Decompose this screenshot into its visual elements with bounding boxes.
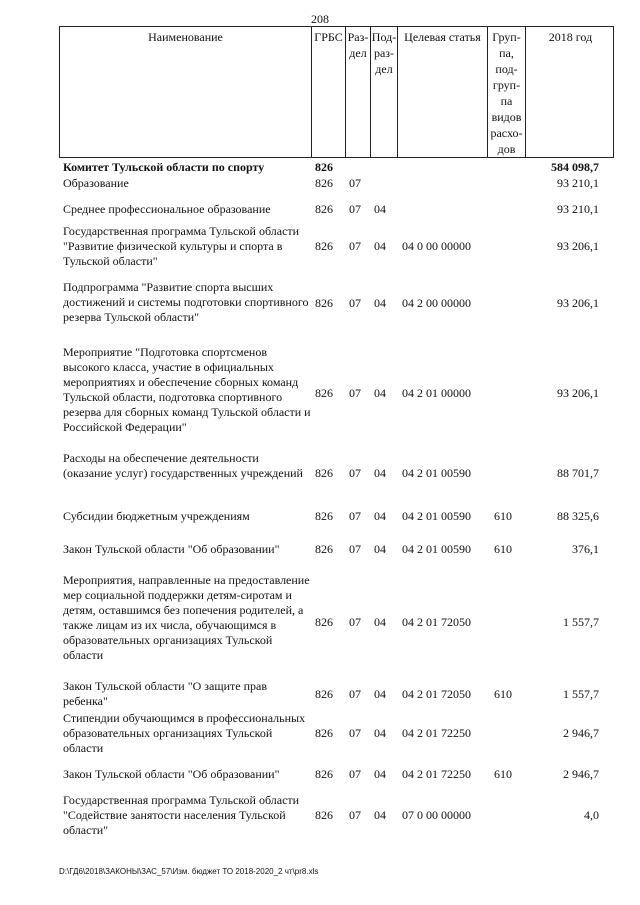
row-razdel: 07	[349, 239, 361, 253]
page-number: 208	[311, 12, 329, 26]
row-razdel: 07	[349, 296, 361, 310]
row-grbs: 826	[315, 386, 333, 400]
row-grbs: 826	[315, 296, 333, 310]
row-sum: 584 098,7	[551, 160, 599, 174]
row-sum: 93 206,1	[557, 239, 599, 253]
row-razdel: 07	[349, 615, 361, 629]
row-cs: 04 2 01 72250	[402, 767, 471, 781]
row-vr: 610	[494, 542, 512, 556]
row-sum: 93 210,1	[557, 202, 599, 216]
row-podrazdel: 04	[374, 386, 386, 400]
row-podrazdel: 04	[374, 808, 386, 822]
row-cs: 04 2 01 72050	[402, 615, 471, 629]
row-name: Мероприятия, направленные на предоставление мер социальной поддержки детям-сиротам и детям, оставшимся без попечения родителей, а также лицам из их числа, обучающимся в образовательных организациях Тульской области	[63, 573, 310, 662]
row-name: Подпрограмма "Развитие спорта высших достижений и системы подготовки спортивного резерва Тульской области"	[63, 280, 309, 324]
row-name: Расходы на обеспечение деятельности (оказание услуг) государственных учреждений	[63, 451, 303, 480]
row-sum: 2 946,7	[563, 767, 599, 781]
row-sum: 1 557,7	[563, 615, 599, 629]
row-podrazdel: 04	[374, 509, 386, 523]
row-grbs: 826	[315, 509, 333, 523]
row-podrazdel: 04	[374, 202, 386, 216]
row-name: Образование	[63, 176, 129, 190]
row-razdel: 07	[349, 176, 361, 190]
header-grbs: ГРБС	[312, 27, 346, 157]
row-cs: 04 2 01 72050	[402, 687, 471, 701]
header-podrazdel: Под- раз- дел	[371, 27, 398, 157]
row-razdel: 07	[349, 687, 361, 701]
file-path-footer: D:\ГД6\2018\ЗАКОНЫ\ЗАС_57\Изм. бюджет ТО 2018-2020_2 чт\pr8.xls	[59, 867, 319, 876]
row-grbs: 826	[315, 239, 333, 253]
row-razdel: 07	[349, 542, 361, 556]
row-sum: 93 206,1	[557, 386, 599, 400]
row-grbs: 826	[315, 542, 333, 556]
row-razdel: 07	[349, 466, 361, 480]
header-cs: Целевая статья	[398, 27, 488, 157]
row-cs: 07 0 00 00000	[402, 808, 471, 822]
row-vr: 610	[494, 767, 512, 781]
row-grbs: 826	[315, 767, 333, 781]
row-name: Закон Тульской области "Об образовании"	[63, 767, 280, 781]
row-vr: 610	[494, 509, 512, 523]
row-sum: 1 557,7	[563, 687, 599, 701]
row-name: Субсидии бюджетным учреждениям	[63, 509, 250, 523]
header-name: Наименование	[60, 27, 312, 157]
row-razdel: 07	[349, 808, 361, 822]
row-grbs: 826	[315, 808, 333, 822]
row-grbs: 826	[315, 160, 333, 174]
row-razdel: 07	[349, 202, 361, 216]
row-cs: 04 2 01 00590	[402, 542, 471, 556]
header-razdel: Раз- дел	[346, 27, 371, 157]
row-grbs: 826	[315, 176, 333, 190]
row-podrazdel: 04	[374, 767, 386, 781]
table-header	[59, 26, 614, 158]
header-vr: Груп- па, под- груп- па видов расхо- дов	[488, 27, 526, 157]
row-sum: 93 210,1	[557, 176, 599, 190]
row-cs: 04 2 01 00000	[402, 386, 471, 400]
row-razdel: 07	[349, 767, 361, 781]
row-cs: 04 0 00 00000	[402, 239, 471, 253]
row-name: Мероприятие "Подготовка спортсменов высокого класса, участие в официальных мероприятиях и обеспечение сборных команд Тульской области, подготовка спортивного резерва для сборных команд Тульской области и Российской Федерации"	[63, 345, 311, 434]
row-name: Стипендии обучающимся в профессиональных образовательных организациях Тульской области	[63, 711, 306, 755]
row-grbs: 826	[315, 726, 333, 740]
row-grbs: 826	[315, 466, 333, 480]
row-cs: 04 2 01 00590	[402, 509, 471, 523]
row-cs: 04 2 01 00590	[402, 466, 471, 480]
header-year: 2018 год	[548, 30, 593, 44]
row-razdel: 07	[349, 726, 361, 740]
row-grbs: 826	[315, 202, 333, 216]
row-razdel: 07	[349, 509, 361, 523]
row-vr: 610	[494, 687, 512, 701]
row-name: Государственная программа Тульской области "Развитие физической культуры и спорта в Тульской области"	[63, 224, 300, 268]
row-name: Комитет Тульской области по спорту	[63, 160, 265, 174]
row-sum: 93 206,1	[557, 296, 599, 310]
row-razdel: 07	[349, 386, 361, 400]
row-grbs: 826	[315, 687, 333, 701]
row-cs: 04 2 01 72250	[402, 726, 471, 740]
row-sum: 88 325,6	[557, 509, 599, 523]
row-podrazdel: 04	[374, 726, 386, 740]
row-podrazdel: 04	[374, 466, 386, 480]
row-sum: 376,1	[572, 542, 599, 556]
row-sum: 4,0	[584, 808, 599, 822]
row-grbs: 826	[315, 615, 333, 629]
row-sum: 2 946,7	[563, 726, 599, 740]
row-podrazdel: 04	[374, 239, 386, 253]
row-podrazdel: 04	[374, 615, 386, 629]
row-name: Закон Тульской области "О защите прав ребенка"	[63, 679, 268, 708]
row-cs: 04 2 00 00000	[402, 296, 471, 310]
row-podrazdel: 04	[374, 542, 386, 556]
row-podrazdel: 04	[374, 687, 386, 701]
row-name: Государственная программа Тульской области "Содействие занятости населения Тульской области"	[63, 793, 300, 837]
row-name: Среднее профессиональное образование	[63, 202, 271, 216]
row-name: Закон Тульской области "Об образовании"	[63, 542, 280, 556]
row-podrazdel: 04	[374, 296, 386, 310]
row-sum: 88 701,7	[557, 466, 599, 480]
